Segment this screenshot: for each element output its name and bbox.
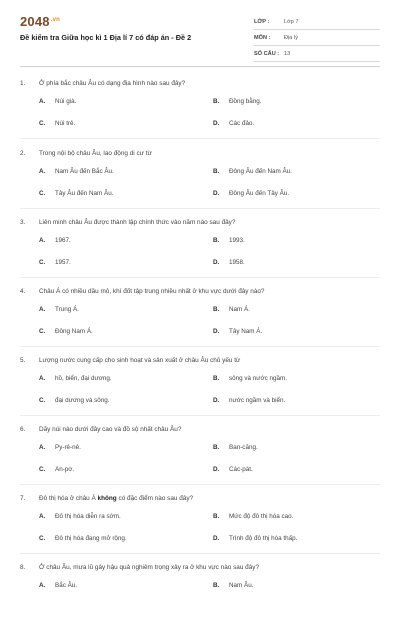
question-text: Châu Á có nhiều dầu mỏ, khí đốt tập trung nhiều nhất ở khu vực dưới đây nào? bbox=[39, 288, 265, 295]
option-key: D. bbox=[213, 120, 220, 127]
option-text: sông và nước ngầm. bbox=[229, 375, 288, 382]
meta-value: Lớp 7 bbox=[284, 18, 299, 25]
option-c[interactable] bbox=[39, 328, 93, 335]
option-d[interactable] bbox=[213, 259, 245, 266]
option-text: Các đảo. bbox=[229, 120, 255, 127]
option-c[interactable] bbox=[39, 120, 75, 127]
option-b[interactable] bbox=[213, 168, 292, 175]
option-key: B. bbox=[213, 375, 220, 382]
question-divider bbox=[20, 484, 380, 485]
option-text: Đồng bằng. bbox=[229, 98, 262, 105]
option-a[interactable] bbox=[39, 444, 81, 451]
option-a[interactable] bbox=[39, 237, 71, 244]
question-number: 5. bbox=[20, 357, 26, 364]
option-key: D. bbox=[213, 259, 220, 266]
question-text: Dãy núi nào dưới đây cao và đồ sộ nhất châu Âu? bbox=[39, 426, 182, 433]
option-text: Nam Á. bbox=[229, 306, 250, 313]
question-number: 3. bbox=[20, 219, 26, 226]
header-divider bbox=[20, 66, 380, 67]
option-text: Đông Âu đến Nam Âu. bbox=[229, 168, 293, 175]
option-text: Nam Âu đến Bắc Âu. bbox=[55, 168, 114, 175]
option-key: A. bbox=[39, 168, 46, 175]
question-text-part: có đặc điểm nào sau đây? bbox=[116, 495, 194, 502]
option-text: 1993. bbox=[229, 237, 245, 244]
question-number: 6. bbox=[20, 426, 26, 433]
question-number: 8. bbox=[20, 564, 26, 571]
option-text: Các-pát. bbox=[229, 466, 253, 473]
option-key: C. bbox=[39, 190, 46, 197]
option-a[interactable] bbox=[39, 582, 77, 589]
option-key: B. bbox=[213, 582, 220, 589]
option-b[interactable] bbox=[213, 513, 293, 520]
option-key: B. bbox=[213, 306, 220, 313]
option-b[interactable] bbox=[213, 98, 262, 105]
question-divider bbox=[20, 208, 380, 209]
option-text: Trung Á. bbox=[55, 306, 79, 313]
question-divider bbox=[20, 138, 380, 139]
option-c[interactable] bbox=[39, 466, 74, 473]
option-text: Đô thị hóa đang mở rộng. bbox=[55, 535, 127, 542]
option-key: C. bbox=[39, 397, 46, 404]
option-b[interactable] bbox=[213, 306, 250, 313]
option-text: Đô thị hóa diễn ra sớm. bbox=[55, 513, 121, 520]
option-d[interactable] bbox=[213, 328, 262, 335]
option-text: Bắc Âu. bbox=[55, 582, 78, 589]
document-title: Đề kiểm tra Giữa học kì 1 Địa lí 7 có đáp án - Đề 2 bbox=[20, 33, 192, 42]
option-a[interactable] bbox=[39, 168, 114, 175]
option-d[interactable] bbox=[213, 397, 285, 404]
question-2 bbox=[0, 150, 400, 214]
option-key: D. bbox=[213, 190, 220, 197]
option-key: A. bbox=[39, 582, 46, 589]
option-key: A. bbox=[39, 444, 46, 451]
question-text: Liên minh châu Âu được thành lập chính thức vào năm nào sau đây? bbox=[39, 219, 236, 226]
question-text-part: Đô thị hóa ở châu Á bbox=[39, 495, 98, 502]
option-key: B. bbox=[213, 98, 220, 105]
option-text: đại dương và sông. bbox=[55, 397, 110, 404]
option-d[interactable] bbox=[213, 120, 254, 127]
question-text bbox=[39, 495, 193, 502]
option-key: B. bbox=[213, 513, 220, 520]
option-text: nước ngầm và biển. bbox=[229, 397, 286, 404]
option-key: C. bbox=[39, 120, 46, 127]
option-a[interactable] bbox=[39, 306, 79, 313]
option-key: A. bbox=[39, 237, 46, 244]
option-key: D. bbox=[213, 535, 220, 542]
option-d[interactable] bbox=[213, 190, 289, 197]
option-key: B. bbox=[213, 237, 220, 244]
option-a[interactable] bbox=[39, 513, 121, 520]
option-key: A. bbox=[39, 375, 46, 382]
logo-text: 2048 bbox=[20, 14, 50, 29]
question-emphasis: không bbox=[97, 495, 117, 502]
meta-key: LỚP : bbox=[254, 18, 270, 25]
option-text: Núi già. bbox=[55, 98, 77, 105]
option-text: Tây Âu đến Nam Âu. bbox=[55, 190, 114, 197]
option-key: B. bbox=[213, 444, 220, 451]
question-text: Trong nội bộ châu Âu, lao động di cư từ bbox=[39, 150, 152, 157]
option-text: Py-rê-nê. bbox=[55, 444, 81, 451]
option-text: 1958. bbox=[229, 259, 245, 266]
logo-suffix: .vn bbox=[50, 16, 61, 23]
exam-meta bbox=[254, 14, 380, 62]
option-text: Trình độ đô thị hóa thấp. bbox=[229, 535, 298, 542]
question-number: 4. bbox=[20, 288, 26, 295]
question-divider bbox=[20, 553, 380, 554]
option-c[interactable] bbox=[39, 190, 113, 197]
question-text: Ở phía bắc châu Âu có dạng địa hình nào sau đây? bbox=[39, 80, 186, 87]
question-number: 2. bbox=[20, 150, 26, 157]
question-6 bbox=[0, 426, 400, 490]
option-text: Tây Nam Á. bbox=[229, 328, 263, 335]
option-key: A. bbox=[39, 513, 46, 520]
meta-key: MÔN : bbox=[254, 34, 271, 41]
option-c[interactable] bbox=[39, 397, 110, 404]
option-a[interactable] bbox=[39, 98, 76, 105]
option-text: 1967. bbox=[55, 237, 71, 244]
option-text: Ban-căng. bbox=[229, 444, 258, 451]
option-text: Nam Âu. bbox=[229, 582, 254, 589]
option-b[interactable] bbox=[213, 375, 287, 382]
question-divider bbox=[20, 346, 380, 347]
option-text: Đông Âu đến Tây Âu. bbox=[229, 190, 290, 197]
option-b[interactable] bbox=[213, 444, 258, 451]
question-3 bbox=[0, 219, 400, 283]
option-text: Mức độ đô thị hóa cao. bbox=[229, 513, 294, 520]
page-header bbox=[0, 0, 400, 66]
option-key: D. bbox=[213, 328, 220, 335]
option-b[interactable] bbox=[213, 237, 245, 244]
option-key: A. bbox=[39, 98, 46, 105]
meta-value: 13 bbox=[284, 50, 291, 57]
option-key: C. bbox=[39, 466, 46, 473]
question-divider bbox=[20, 277, 380, 278]
question-7 bbox=[0, 495, 400, 559]
meta-row-count bbox=[254, 46, 380, 62]
question-4 bbox=[0, 288, 400, 352]
option-text: hồ, biển, đại dương. bbox=[55, 375, 112, 382]
question-number: 1. bbox=[20, 80, 26, 87]
option-text: Núi trẻ. bbox=[55, 120, 76, 127]
option-c[interactable] bbox=[39, 259, 71, 266]
question-divider bbox=[20, 415, 380, 416]
option-key: D. bbox=[213, 466, 220, 473]
question-5 bbox=[0, 357, 400, 421]
option-key: C. bbox=[39, 328, 46, 335]
option-text: 1957. bbox=[55, 259, 71, 266]
option-key: C. bbox=[39, 259, 46, 266]
option-c[interactable] bbox=[39, 535, 127, 542]
question-text: Ở châu Âu, mưa lũ gây hậu quả nghiêm trọng xảy ra ở khu vực nào sau đây? bbox=[39, 564, 260, 571]
option-key: B. bbox=[213, 168, 220, 175]
option-d[interactable] bbox=[213, 535, 297, 542]
question-number: 7. bbox=[20, 495, 26, 502]
question-1 bbox=[0, 80, 400, 144]
question-8 bbox=[0, 564, 400, 628]
option-d[interactable] bbox=[213, 466, 253, 473]
option-text: Đông Nam Á. bbox=[55, 328, 93, 335]
site-logo[interactable] bbox=[20, 14, 60, 29]
meta-value: Địa lý bbox=[284, 34, 298, 41]
option-a[interactable] bbox=[39, 375, 112, 382]
option-key: A. bbox=[39, 306, 46, 313]
meta-row-subject bbox=[254, 30, 380, 46]
option-key: C. bbox=[39, 535, 46, 542]
question-text: Lượng nước cung cấp cho sinh hoạt và sản xuất ở châu Âu chủ yếu từ bbox=[39, 357, 241, 364]
option-key: D. bbox=[213, 397, 220, 404]
meta-row-class bbox=[254, 14, 380, 30]
option-b[interactable] bbox=[213, 582, 254, 589]
option-text: An-pơ. bbox=[55, 466, 75, 473]
meta-key: SỐ CÂU : bbox=[254, 50, 280, 57]
